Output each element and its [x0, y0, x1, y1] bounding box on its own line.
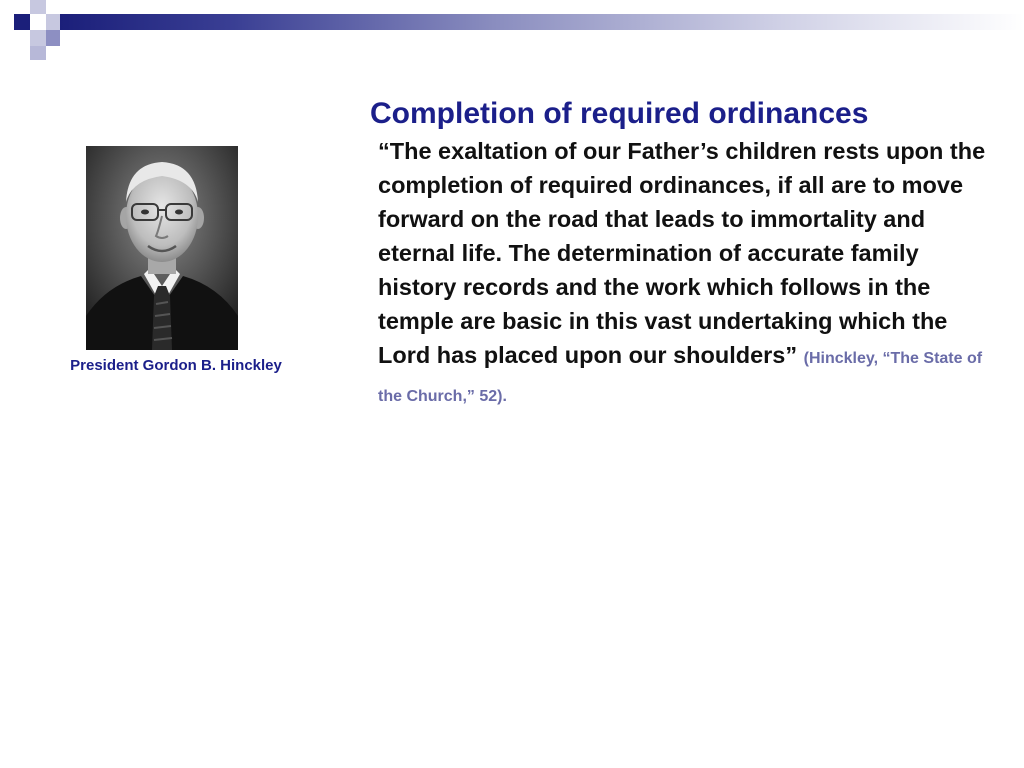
header-square	[30, 0, 46, 14]
header-square	[46, 30, 60, 46]
portrait-caption: President Gordon B. Hinckley	[70, 357, 282, 374]
quote-block	[378, 134, 1000, 414]
header-gradient-bar	[60, 14, 1024, 30]
header-square	[30, 30, 46, 46]
quote-text: “The exaltation of our Father’s children rests upon the completion of required ordinances, if all are to move forward on the road that leads to immortality and eternal life. The determination of accurate family history records and the work which follows in the temple are basic in this vast undertaking which the Lord has placed upon our shoulders”	[378, 138, 986, 368]
portrait-photo	[86, 146, 238, 350]
citation-text: (Hinckley, “The State of the Church,” 52).	[378, 350, 983, 405]
header-square	[46, 14, 60, 30]
header-square	[30, 14, 46, 30]
slide-title: Completion of required ordinances	[370, 97, 869, 130]
header-square	[14, 14, 30, 30]
header-square	[30, 46, 46, 60]
